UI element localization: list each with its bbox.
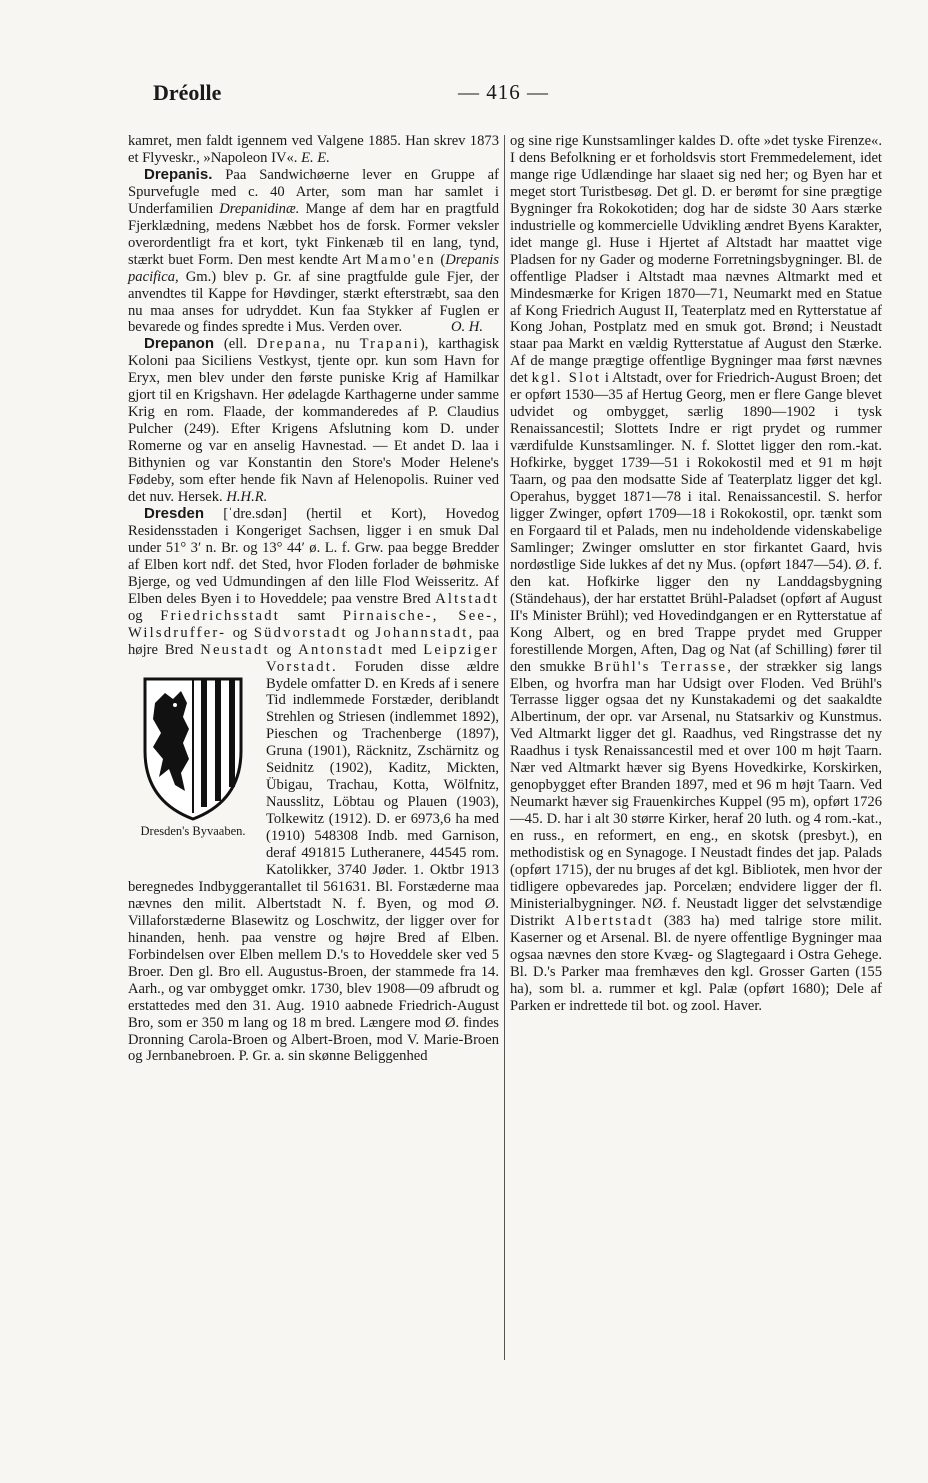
page-header	[0, 78, 928, 112]
right-column	[510, 133, 882, 1015]
running-head-word: Dréolle	[153, 80, 222, 105]
page-number: — 416 —	[458, 80, 549, 104]
headword-drepanon: Drepanon	[144, 335, 215, 353]
entry-drepanon: Drepanon (ell. Drepana, nu Trapani), karthagisk Koloni paa Siciliens Vestkyst, tjente opr. kun som Havn for Eryx, men blev under den første puniske Krig af Hamilkar gjort til en Krigshavn. Her ødelagde Karthagerne under samme Krig en rom. Flaade, der kommanderedes af P. Claudius Pulcher (249). Efter Krigens Afslutning kom D. under Romerne og var en anselig Havnestad. — Et andet D. laa i Bithynien og var Konstantin den Store's Moder Helene's Fødeby, som efter hende fik Navn af Helenopolis. Ruiner ved det nuv. Hersek. H.H.R.	[128, 335, 499, 506]
coat-of-arms-figure	[128, 673, 258, 873]
dresden-coat-of-arms-icon	[139, 673, 247, 823]
headword-dresden: Dresden	[144, 504, 205, 522]
author-signature: O. H.	[450, 319, 483, 336]
author-signature: H.H.R.	[226, 489, 268, 506]
column-divider	[504, 135, 505, 1360]
author-signature: E. E.	[301, 149, 330, 166]
entry-continuation: kamret, men faldt igennem ved Valgene 1885. Han skrev 1873 et Flyveskr., »Napoleon IV«. E. E.	[128, 133, 499, 166]
entry-dresden-continued: og sine rige Kunstsamlinger kaldes D. ofte »det tyske Firenze«. I dens Befolkning er et forholdsvis stort Fremmedelement, idet mange rige Udlændinge har slaaet sig ned her; og Byen har et meget stort Turistbesøg. Det gl. D. er berømt for sine prægtige Bygninger fra Rokokotiden; dog har de sidste 30 Aars stærke industrielle og kommercielle Udvikling ændret Byens Karakter, idet mange gl. Huse i Hjertet af Altstadt har maattet vige Pladsen for ny Gader og moderne Forretningsbygninger. Bl. de offentlige Pladser i Altstadt maa nævnes Altmarkt med et Mindesmærke for Krigen 1870—71, Neumarkt med en Statue af Kong Friedrich August II, Teaterplatz med en Rytterstatue af Kong Johan, Postplatz med en smuk got. Brønd; i Neustadt staar paa Markt en vældig Rytterstatue af August den Stærke. Af de mange prægtige offentlige Bygninger maa først nævnes det kgl. Slot i Altstadt, over for Friedrich-August Broen; det er opført 1530—35 af Hertug Georg, men er flere Gange blevet udvidet og ombygget, særlig 1890—1902 i tysk Renaissancestil; Slottets Indre er rigt prydet og rummer værdifulde Kunstsamlinger. N. f. Slottet ligger den rom.-kat. Hofkirke, bygget 1739—51 i Rokokostil med et 91 m højt Taarn, og paa den modsatte Side af Teaterplatz ligger det kgl. Operahus, bygget 1871—78 i ital. Renaissancestil. S. herfor ligger Zwinger, opført 1709—18 i Rokokostil, opr. tænkt som en Forgaard til et Palads, men nu indeholdende videnskabelige Samlinger; Zwinger omslutter en stor firkantet Gaard, hvis nordøstlige Side lukkes af det ny Mus. (opført 1847—54). Ø. f. den kat. Hofkirke ligger den ny Landdagsbygning (Ständehaus), der har erstattet Brühl-Paladset (opført af August II's Minister Brühl); ved Hovedindgangen er en Rytterstatue af Kong Albert, og en bred Trappe prydet med Grupper forestillende Morgen, Aften, Dag og Nat (af Schilling) fører til den smukke Brühl's Terrasse, der strækker sig langs Elben, og hvorfra man har Udsigt over Floden. Ved Brühl's Terrasse ligger ogsaa det ny Kunstakademi og det saakaldte Albertinum, der opr. var Arsenal, nu Statsarkiv og Kunstmus. Ved Altmarkt ligger det gl. Raadhus, ved Ringstrasse det ny Raadhus i tysk Renaissancestil med et over 100 m højt Taarn. Nær ved Altmarkt hæver sig Byens Hovedkirke, Korskirken, genopbygget efter Branden 1897, med et 96 m højt Taarn. Ved Neumarkt hæver sig Frauenkirches Kuppel (95 m), opført 1726—45. D. har i alt 30 større Kirker, heraf 20 luth. og 4 rom.-kat., en russ., en reformert, en eng., en skotsk (presbyt.), en methodistisk og en Synagoge. I Neustadt findes det jap. Palads (opført 1715), der nu bruges af det kgl. Bibliotek, men hvor der tidligere opbevaredes jap. Porcelæn; endvidere ligger der fl. Ministerialbygninger. NØ. f. Neustadt ligger det selvstændige Distrikt Albertstadt (383 ha) med talrige store milit. Kaserner og et Arsenal. Bl. de nyere offentlige Bygninger maa ogsaa nævnes den store Kvæg- og Slagtegaard i Ostra Gehege. Bl. D.'s Parker maa fremhæves den kgl. Grosser Garten (155 ha), som bl. a. rummer et kgl. Palæ (opført 1680); Dele af Parken er indrettede til bot. og zool. Haver.	[510, 133, 882, 1014]
entry-drepanis: Drepanis. Paa Sandwichøerne lever en Gruppe af Spurvefugle med c. 40 Arter, som man har samlet i Underfamilien Drepanidinæ. Mange af dem har en pragtfuld Fjerklædning, medens Næbbet hos de forsk. Former veksler overordentligt fra et kort, tykt Finkenæb til en lang, tynd, stærkt buet Form. Den mest kendte Art Mamo'en (Drepanis pacifica, Gm.) blev p. Gr. af sine pragtfulde gule Fjer, der anvendtes til Kappe for Høvdinger, stærkt efterstræbt, saa den nu maa anses for udryddet. Kun faa Stykker af Fuglen er bevarede og findes spredte i Mus. Verden over. O. H.	[128, 165, 500, 336]
figure-caption: Dresden's Byvaaben.	[140, 823, 246, 838]
left-column	[128, 133, 499, 1065]
headword-drepanis: Drepanis.	[144, 165, 213, 183]
entry-dresden: Dresden [ˈdre.sdən] (hertil et Kort), Hovedog Residensstaden i Kongeriget Sachsen, ligger i en smuk Dal under 51° 3′ n. Br. og 13° 44′ ø. L. f. Grw. paa begge Bredder af Elben kort ndf. det Sted, hvor Floden forlader de bøhmiske Bjerge, og ved Udmundingen af den lille Flod Weisseritz. Af Elben deles Byen i to Hoveddele; paa venstre Bred Altstadt og Friedrichsstadt samt Pirnaische-, See-, Wilsdruffer- og Südvorstadt og Johannstadt, paa højre Bred Neustadt og Antonstadt med Leipziger Vorstadt. Dresden's Byvaaben. Foruden disse ældre Bydele omfatter D. en Kreds af i senere Tid indlemmede Forstæder, deriblandt Strehlen og Striesen (indlemmet 1892), Pieschen og Trachenberge (1897), Gruna (1901), Räcknitz, Zschärnitz og Seidnitz (1902), Kaditz, Mickten, Übigau, Trachau, Kotta, Wölfnitz, Nausslitz, Löbtau og Plauen (1903), Tolkewitz (1912). D. er 6973,6 ha med (1910) 548308 Indb. med Garnison, deraf 491815 Lutheranere, 44545 rom. Katolikker, 3740 Jøder. 1. Oktbr 1913 beregnedes Indbyggerantallet til 561631. Bl. Forstæderne maa nævnes den milit. Albertstadt N. f. Byen, og mod Ø. Villaforstæderne Blasewitz og Loschwitz, der ligger over for hinanden, henh. paa venstre og højre Bred af Elben. Forbindelsen over Elben mellem D.'s to Hoveddele sker ved 5 Broer. Den gl. Bro ell. Augustus-Broen, der stammede fra 14. Aarh., og var ombygget omkr. 1730, blev 1908—09 afbrudt og erstattedes med den 31. Aug. 1910 aabnede Friedrich-August Bro, som er 350 m lang og 18 m bred. Længere mod Ø. findes Dronning Carola-Broen og Albert-Broen, mod V. Marie-Broen og Jernbanebroen. P. Gr. a. sin skønne Beliggenhed	[128, 504, 499, 1065]
